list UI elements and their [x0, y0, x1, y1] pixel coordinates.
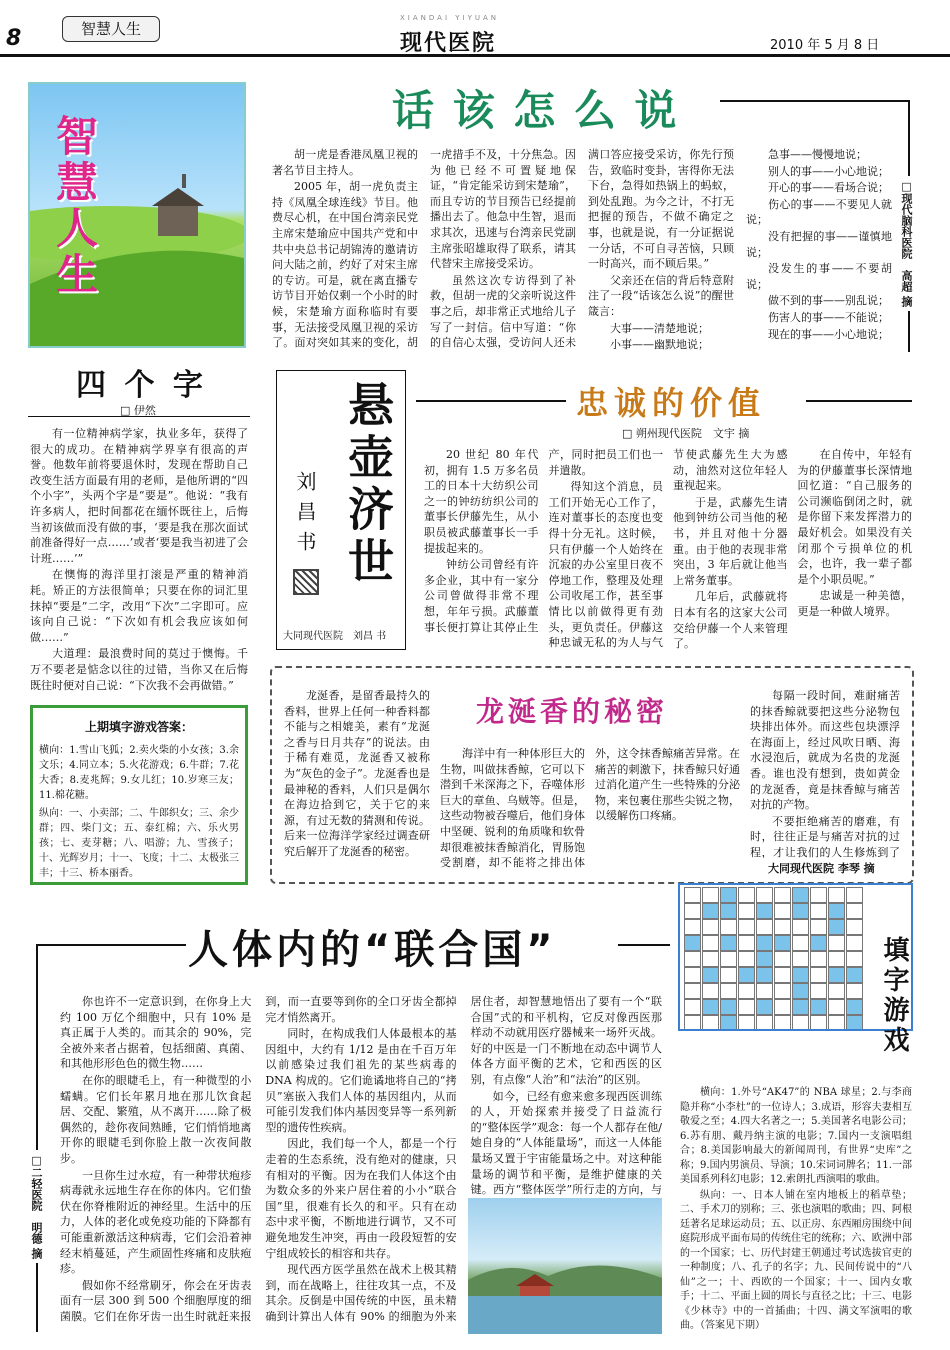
article2-author: □ 伊然 — [120, 404, 156, 417]
calligraphy-credit: 大同现代医院 刘昌 书 — [283, 631, 387, 642]
page-number: 8 — [6, 26, 22, 51]
crossword-cell — [720, 903, 737, 919]
crossword-cell[interactable] — [738, 1015, 755, 1031]
banner-title: 智慧人生 — [50, 114, 99, 298]
article5-para: 在你的眼睫毛上，有一种微型的小蠕螨。它们长年累月地在那儿饮食起居、交配、繁殖，从不离开……除了极偶然的，趁你夜间熟睡，它们悄悄地离开你的眼睫毛到你脸上散一次夜间散步。 — [60, 1073, 252, 1165]
article3-title-rule-right — [806, 400, 912, 402]
article3-para: 得知这个消息，员工们开始无心工作了，连对董事长的态度也变得十分无礼。这时候，只有伊藤一个人始终在沉寂的办公室里日夜不停地工作，整理及处理公司收尾工作，甚至事情比以前做得更有劲头，更负责任。伊藤这种忠诚无私的为人与气节使武藤先生大为感动，油然对这位年轻人重视起来。 — [548, 448, 788, 650]
header-rule — [0, 54, 950, 57]
crossword-cell[interactable] — [792, 951, 809, 967]
crossword-cell[interactable] — [738, 951, 755, 967]
crossword-cell[interactable] — [846, 983, 863, 999]
crossword-cell[interactable] — [720, 919, 737, 935]
crossword-cell — [792, 903, 809, 919]
article3-para: 忠诚是一种美德，更是一种做人境界。 — [797, 589, 912, 618]
crossword-cell — [702, 999, 719, 1015]
crossword-cell[interactable] — [792, 935, 809, 951]
landscape-photo — [468, 1198, 662, 1334]
crossword-cell[interactable] — [684, 887, 701, 903]
article3-source: □ 朔州现代医院 文宇 摘 — [622, 427, 750, 440]
crossword-cell — [756, 935, 773, 951]
article5-title-rule-right — [618, 944, 670, 946]
paper-name-en: XIANDAI YIYUAN — [400, 14, 499, 22]
crossword-cell[interactable] — [702, 887, 719, 903]
article2-para: 在懊悔的海洋里打滚是严重的精神消耗。矫正的方法很简单；只要在你的词汇里抹掉“要是”二字，改用“下次”二字即可。应该向自己说：“下次如有机会我应该如何做……” — [30, 568, 248, 644]
crossword-cell — [846, 967, 863, 983]
crossword-cell — [702, 903, 719, 919]
article1-para: 胡一虎是香港凤凰卫视的著名节目主持人。 — [272, 148, 418, 177]
crossword-cell — [720, 1015, 737, 1031]
article4-body-left — [284, 688, 430, 878]
article3-para: 于是，武藤先生请他到钟纺公司当他的秘书，并且对他十分器重。由于他的表现非常突出，3 年后就让他当上常务董事。 — [673, 495, 788, 587]
crossword-clues — [680, 1086, 912, 1338]
crossword-cell[interactable] — [828, 887, 845, 903]
crossword-cell[interactable] — [846, 903, 863, 919]
crossword-cell — [828, 967, 845, 983]
crossword-cell — [756, 903, 773, 919]
seal-stamp — [293, 569, 319, 595]
crossword-cell — [828, 903, 845, 919]
crossword-cell[interactable] — [684, 951, 701, 967]
crossword-across-clues: 横向：1.外号“AK47”的 NBA 球星；2.与李商隐并称“小李杜”的一位诗人；3.成语，形容夫妻相互敬爱之至；4.四大名著之一；5.美国著名电影公司；6.苏有朋、戴丹纳主演的电影；7.国内一支演唱组合；8.美国影响最大的新闻周刊，有世界“史库”之称；9.国内男演员、导演；10.宋词词牌名；11.一部美国系列科幻电影；12.索朗扎西演唱的歌曲。 — [680, 1087, 912, 1185]
crossword-cell — [684, 935, 701, 951]
crossword-cell[interactable] — [792, 919, 809, 935]
article5-para: 因此，我们每一个人，都是一个行走着的生态系统，没有绝对的健康，只有相对的平衡。因为在我们人体这个由为数众多的外来户居住着的小小“联合国”里，很难有长久的和平。只有在动态中求平衡，不断地进行调节，又不可避免地发生冲突，再由一段段短暂的安宁组成较长的相容和共存。 — [265, 1137, 457, 1260]
article3-title: 忠诚的价值 — [576, 384, 767, 422]
crossword-cell[interactable] — [774, 967, 791, 983]
crossword-cell[interactable] — [702, 951, 719, 967]
article4-para: 不要拒绝痛苦的磨难，有时，往往正是与痛苦对抗的过程，才让我们的人生修炼到了 — [750, 814, 900, 858]
article1-para: 开心的事——看场合说； — [768, 181, 889, 195]
article5-source: □二轻医院 明德 摘 — [28, 1150, 44, 1263]
crossword-cell — [720, 887, 737, 903]
crossword-cell[interactable] — [756, 1015, 773, 1031]
article5-para: 一旦你生过水痘，有一种带状疱疹病毒就永远地生存在你的体内。它们蛰伏在你脊椎附近的神经里。生活中的压力，人体的老化或免疫功能的下降都有可能重新激活这种病毒，它们会沿着神经末梢蔓延，产生顽固性疼痛和皮肤疱疹。 — [60, 1168, 252, 1276]
crossword-answer-box — [30, 705, 248, 885]
crossword-cell[interactable] — [702, 935, 719, 951]
article1-para: 伤害人的事——不能说； — [768, 310, 889, 324]
crossword-cell[interactable] — [738, 903, 755, 919]
crossword-cell[interactable] — [810, 1015, 827, 1031]
crossword-cell[interactable] — [684, 967, 701, 983]
crossword-cell[interactable] — [738, 983, 755, 999]
calligraphy-text: 悬壶济世 — [341, 381, 395, 589]
calligraphy-signature: 刘昌书 — [293, 471, 317, 561]
crossword-cell[interactable] — [810, 951, 827, 967]
crossword-cell[interactable] — [756, 887, 773, 903]
crossword-cell[interactable] — [774, 919, 791, 935]
article5-para: 假如你不经常刷牙，你会在牙齿表面有一层 300 到 500 个细胞厚度的细菌膜。它们在你牙齿一出生时就赶来报到，而一直要等到你的全口牙齿全都掉完才悄然离开。 — [60, 995, 457, 1323]
article4-para: 每隔一段时间，难耐痛苦的抹香鲸就要把这些分泌物包块排出体外。而这些包块漂浮在海面上，经过风吹日晒、海水浸泡后，就成为名贵的龙涎香。谁也没有想到，贵如黄金的龙涎香，竟是抹香鲸与痛苦对抗的产物。 — [750, 689, 900, 812]
crossword-cell[interactable] — [738, 919, 755, 935]
crossword-cell — [828, 919, 845, 935]
article5-para: 如今，已经有愈来愈多现西医训练的人，开始探索并接受了日益流行的“整体医学”观念：每一个人都存在他/她自身的“人体能量场”，而这一人体能量场又置于宇宙能量场之中。对这种能量场的调节和平衡，是维护健康的关键。西方“整体医学”所行走的方向，与 — [470, 1089, 662, 1197]
article3-para: 在自传中，年轻有为的伊藤董事长深情地回忆道：“自己服务的公司濒临倒闭之时，就是你留下来发挥潜力的最好机会。如果没有关闭那个亏损单位的机会，也许，我一辈子都是个小职员呢。” — [797, 448, 912, 586]
article1-para: 急事——慢慢地说； — [768, 148, 867, 161]
crossword-cell[interactable] — [774, 951, 791, 967]
crossword-cell[interactable] — [846, 887, 863, 903]
crossword-cell[interactable] — [810, 903, 827, 919]
crossword-cell[interactable] — [702, 1015, 719, 1031]
section-banner-image — [28, 82, 246, 348]
article1-para: 大事——清楚地说； — [610, 321, 709, 335]
crossword-cell[interactable] — [828, 951, 845, 967]
article4-para: 海洋中有一种体形巨大的生物，叫做抹香鲸，它可以下潜到千米深海之下，吞噬体形巨大的章鱼、乌贼等。但是，这些动物被吞噬后，他们身体中坚硬、锐利的角质喙和软骨却很难被抹香鲸消化，胃肠饱受割磨，却不能将之排出体外，这令抹香鲸痛苦异常。在痛苦的刺激下，抹香鲸只好通过消化道产生一些特殊的分泌物，来包裹住那些尖锐之物，以缓解伤口疼痛。 — [440, 747, 740, 870]
answer-down: 纵向：一、小卖部；二、牛郎织女；三、余少群；四、柴门文；五、泰红棉；六、乐火男孩；七、麦芽糖；八、唱游；九、雪孩子；十、光辉岁月；十一、飞度；十二、太极张三丰；十三、桥本丽香。 — [39, 808, 239, 879]
article2-body — [30, 426, 248, 698]
article2-rule — [28, 416, 250, 417]
crossword-cell — [774, 935, 791, 951]
crossword-cell[interactable] — [828, 999, 845, 1015]
crossword-cell[interactable] — [684, 919, 701, 935]
crossword-cell[interactable] — [756, 919, 773, 935]
article2-para: 大道理：最浪费时间的莫过于懊悔。千万不要老是惦念以往的过错，当你又在后悔既往时便对自己说：“下次我不会再做错。” — [30, 647, 248, 692]
crossword-cell[interactable] — [738, 935, 755, 951]
crossword-cell[interactable] — [738, 999, 755, 1015]
article1-para: 别人的事——小心地说； — [768, 164, 889, 178]
crossword-cell[interactable] — [702, 983, 719, 999]
article1-para: 现在的事——小心地说； — [768, 327, 889, 341]
crossword-cell — [810, 999, 827, 1015]
section-tag: 智慧人生 — [62, 16, 160, 42]
crossword-title: 填字游戏 — [879, 936, 909, 1056]
crossword-cell — [792, 967, 809, 983]
crossword-cell[interactable] — [684, 999, 701, 1015]
article1-para: 没有把握的事——谨慎地说； — [746, 229, 892, 259]
crossword-cell — [702, 967, 719, 983]
crossword-cell[interactable] — [774, 999, 791, 1015]
article5-para: 同时，在构成我们人体最根本的基因组中，大约有 1/12 是由在千百万年以前感染过我们祖先的某些病毒的 DNA 构成的。它们诡谲地将自己的“拷贝”塞嵌入我们人体的基因组内，从而可能引发我们体内基因变异等一系列新型的遗传性疾病。 — [265, 1027, 457, 1134]
crossword-cell[interactable] — [810, 983, 827, 999]
crossword-cell[interactable] — [774, 1015, 791, 1031]
article3-body — [424, 447, 912, 652]
crossword-cell[interactable] — [810, 967, 827, 983]
crossword-cell[interactable] — [684, 1015, 701, 1031]
article4-body-mid — [440, 746, 740, 880]
crossword-cell[interactable] — [774, 903, 791, 919]
paper-name: 现代医院 — [400, 30, 497, 56]
crossword-cell[interactable] — [720, 951, 737, 967]
article1-body — [272, 147, 892, 357]
article1-para: 做不到的事——别乱说； — [768, 294, 889, 308]
crossword-cell[interactable] — [810, 887, 827, 903]
crossword-cell[interactable] — [792, 1015, 809, 1031]
crossword-cell[interactable] — [810, 919, 827, 935]
article1-title-rule — [720, 100, 908, 102]
crossword-cell — [738, 967, 755, 983]
crossword-cell — [720, 999, 737, 1015]
answer-across: 横向：1.雪山飞狐；2.卖火柴的小女孩；3.余文乐；4.同立本；5.火花游戏；6.牛群；7.花大香；8.麦兆辉；9.女儿红；10.岁寒三友；11.棉花糖。 — [39, 745, 239, 801]
crossword-cell — [756, 999, 773, 1015]
crossword-cell — [792, 999, 809, 1015]
article2-title: 四 个 字 — [76, 368, 207, 403]
article1-para: 父亲还在信的背后特意附注了一段“话该怎么说”的醒世箴言： — [588, 273, 734, 318]
article1-title: 话 该 怎 么 说 — [392, 86, 679, 135]
crossword-cell — [756, 967, 773, 983]
article1-para: 小事——幽默地说； — [610, 338, 709, 352]
answer-box-title: 上期填字游戏答案： — [84, 720, 193, 734]
crossword-cell[interactable] — [756, 983, 773, 999]
crossword-cell[interactable] — [684, 983, 701, 999]
crossword-cell — [846, 999, 863, 1015]
crossword-cell[interactable] — [828, 935, 845, 951]
article1-para: 2005 年，胡一虎负责主持《凤凰全球连线》节目。他费尽心机，在中国台湾亲民党主席宋楚瑜应中国共产党和中共中央总书记胡锦涛的邀请访问大陆之前，约好了对宋主席的专访。可是，就在离直播专访节目开始仅剩一个小时的时候，宋楚瑜方面称临时有要事，无法接受凤凰卫视的采访了。面对突如其来的变化，胡一虎措手不及，十分焦急。因为他已经不可置疑地保证，“肯定能采访到宋楚瑜”，而且专访的节目预告已经提前播出去了。他急中生智，退而求其次，迅速与台湾亲民党副主席张昭雄取得了联系，请其代替宋主席接受采访。 — [272, 148, 576, 350]
article5-para: 现代西方医学虽然在战术上极其精到，而在战略上，往往攻其一点，不及其余。反倒是中国传统的中医，虽未精确到计算出人体有 90% 的细胞为外来居住者，却智慧地悟出了要有一个“联合国”式的和平机构，它反对像西医那样动不动就用医疗器械来一场歼灭战。好的中医是一门不断地在动态中调节人体各方面平衡的艺术，它和西医的区别，有点像“人治”和“法治”的区别。 — [265, 995, 662, 1323]
article5-side-rule — [36, 944, 38, 1332]
article1-para: 没发生的事——不要胡说； — [746, 262, 892, 291]
crossword-cell — [720, 935, 737, 951]
crossword-cell — [810, 935, 827, 951]
crossword-cell[interactable] — [846, 919, 863, 935]
article4-title: 龙涎香的秘密 — [476, 695, 669, 728]
article1-source: □现代脑科医院 高超 摘 — [898, 176, 914, 311]
crossword-cell — [756, 951, 773, 967]
crossword-down-clues: 纵向：一、日本人铺在室内地板上的稻草垫；二、手术刀的别称；三、张也演唱的歌曲；四、阿根廷著名足球运动员；五、以正房、东西厢房围绕中间庭院形成平面布局的传统住宅的统称；六、欧洲中部的一个国家；七、历代封建王朝通过考试选拔官吏的一种制度；八、孔子的名字；九、民间传说中的“八仙”之一；十、西欧的一个国家；十一、国内女歌手；十二、平面上圆的周长与直径之比；十三、电影《少林寺》中的一首插曲；十四、满文军演唱的歌曲。（答案见下期） — [680, 1189, 912, 1331]
crossword-cell[interactable] — [774, 983, 791, 999]
article4-body-right — [750, 688, 900, 858]
article3-para: 钟纺公司曾经有许多企业，其中有一家分公司曾做得非常不理想，年年亏损。武藤董事长便打算让其停止生产，同时把员工们也一并遣散。 — [424, 448, 663, 634]
article4-para: 龙涎香，是留香最持久的香料，世界上任何一种香料都不能与之相媲美，素有“龙涎之香与日月共存”的说法。由于稀有难觅，龙涎香又被称为“灰色的金子”。龙涎香也是最神秘的香料，人们只是偶尔在海边拾到它，关于它的来源，有过无数的猜测和传说。后来一位海洋学家经过调查研究后解开了龙涎香的秘密。 — [284, 689, 430, 858]
article3-title-rule — [416, 400, 566, 402]
crossword-cell[interactable] — [828, 983, 845, 999]
crossword-cell — [792, 887, 809, 903]
crossword-cell[interactable] — [684, 903, 701, 919]
article1-para: 伤心的事——不要见人就说； — [746, 197, 892, 227]
lake-scene — [468, 1198, 662, 1334]
article5-title: 人体内的“联合国” — [188, 927, 557, 973]
calligraphy-panel — [276, 370, 406, 650]
article5-title-rule — [36, 944, 186, 946]
crossword-cell[interactable] — [720, 967, 737, 983]
crossword-cell[interactable] — [720, 983, 737, 999]
crossword-cell — [792, 983, 809, 999]
article5-para: 你也许不一定意识到，在你身上大约 100 万亿个细胞中，只有 10% 是真正属于人类的。而其余的 90%，完全被外来者占据着，包括细菌、真菌、和其他形形色色的微生物…… — [60, 995, 252, 1071]
crossword-cell — [846, 1015, 863, 1031]
crossword-cell[interactable] — [774, 887, 791, 903]
crossword-cell[interactable] — [846, 951, 863, 967]
article2-para: 有一位精神病学家，执业多年，获得了很大的成功。在精神病学界享有很高的声誉。他数年前将要退休时，发现在帮助自己改变生活方面最有用的老师，是他所谓的“四个小字”，头两个字是“要是”。他说：“我有许多病人，把时间都花在缅怀既往上，后悔当初该做而没有做的事，‘要是我在那次面试前准备得好一点……’或者‘要是我当初进了会计班……’” — [30, 427, 248, 565]
article1-para: 虽然这次专访得到了补救，但胡一虎的父亲听说这件事之后，却非常正式地给儿子写了一封信。信中写道：“你的自信心太强，受访问人还未满口答应接受采访，你先行预告，致临时变卦，害得你无法下台，急得如热锅上的蚂蚁，到处乱跑。为今之计，不打无把握的预告，不做不确定之事，也就是说，有一分证据说一分话，不可自寻苦恼，只顾一时高兴，而不顾后果。” — [430, 148, 734, 350]
crossword-cell[interactable] — [738, 887, 755, 903]
crossword-cell[interactable] — [846, 935, 863, 951]
article4-source: 大同现代医院 李琴 摘 — [768, 862, 875, 875]
crossword-cell[interactable] — [828, 1015, 845, 1031]
issue-date: 2010 年 5 月 8 日 — [770, 38, 880, 53]
crossword-cell[interactable] — [702, 919, 719, 935]
article3-para: 20 世纪 80 年代初，拥有 1.5 万多名员工的日本十大纺织公司之一的钟纺纺织公司的董事长伊藤先生，从小职员被武藤董事长一手提拔起来的。 — [424, 448, 539, 555]
article3-para: 几年后，武藤就将日本有名的这家大公司交给伊藤一个人来管理了。 — [673, 590, 788, 651]
